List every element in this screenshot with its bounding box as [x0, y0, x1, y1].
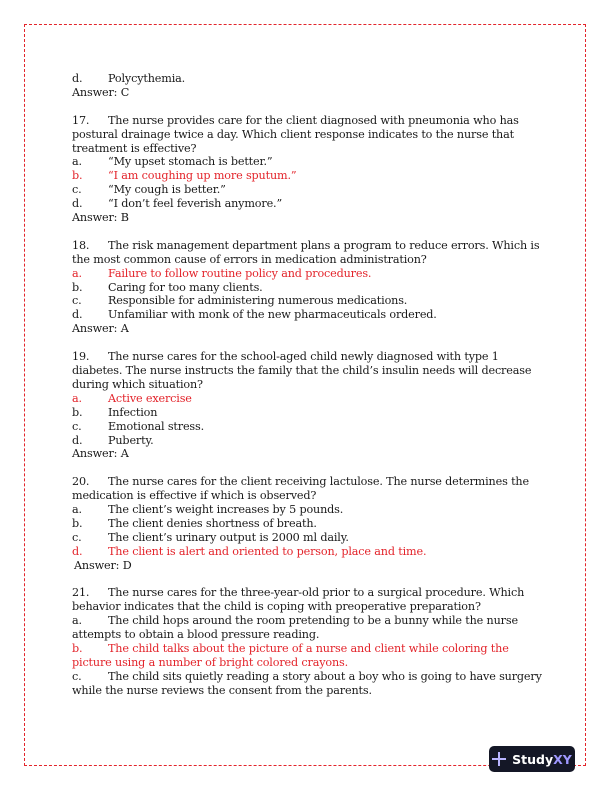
option-c	[72, 294, 542, 308]
option-label: b.	[72, 280, 83, 294]
answer-line: Answer: C	[72, 85, 130, 99]
question-stem	[72, 350, 542, 392]
option-c	[72, 420, 542, 434]
option-a-correct	[72, 267, 542, 281]
question-number: 18.	[72, 238, 90, 252]
option-d-correct	[72, 545, 542, 559]
brand-name	[512, 752, 572, 767]
question-21	[72, 586, 542, 697]
question-20	[72, 475, 542, 572]
option-b	[72, 517, 542, 531]
option-text: Puberty.	[108, 433, 154, 447]
option-c	[72, 670, 542, 698]
option-text: Failure to follow routine policy and procedures.	[108, 266, 372, 280]
stem-text: The risk management department plans a program to reduce errors. Which is the most common cause of errors in medication administration?	[72, 238, 540, 266]
option-label: d.	[72, 433, 83, 447]
answer-line: Answer: B	[72, 211, 129, 225]
option-text: Polycythemia.	[108, 72, 186, 85]
option-label: a.	[72, 614, 82, 628]
option-label: a.	[72, 266, 82, 280]
option-text: Unfamiliar with monk of the new pharmaceuticals ordered.	[108, 308, 437, 322]
answer-line: Answer: D	[74, 558, 132, 572]
option-text: The client’s urinary output is 2000 ml daily.	[108, 530, 349, 544]
answer-line: Answer: A	[72, 447, 129, 461]
question-19	[72, 350, 542, 461]
option-text: “My cough is better.”	[108, 183, 226, 197]
option-a	[72, 614, 542, 642]
option-a	[72, 155, 542, 169]
option-text: The child sits quietly reading a story about a boy who is going to have surgery while the nurse reviews the consent from the parents.	[72, 669, 542, 697]
studyxy-badge[interactable]	[489, 746, 575, 772]
question-18	[72, 239, 542, 336]
option-text: “My upset stomach is better.”	[108, 155, 273, 169]
option-label: c.	[72, 419, 82, 433]
option-label: c.	[72, 530, 82, 544]
question-stem	[72, 586, 542, 614]
option-text: Infection	[108, 405, 158, 419]
stem-text: The nurse cares for the client receiving lactulose. The nurse determines the medication is effective if which is observed?	[72, 475, 529, 503]
stem-text: The nurse provides care for the client diagnosed with pneumonia who has postural drainage twice a day. Which client response indicates to the nurse that treatment is effective?	[72, 113, 519, 155]
option-d	[72, 434, 542, 448]
option-d-carryover	[72, 72, 542, 86]
option-text: The child hops around the room pretending to be a bunny while the nurse attempts to obtain a blood pressure reading.	[72, 614, 518, 642]
question-stem	[72, 114, 542, 156]
option-c	[72, 531, 542, 545]
stem-text: The nurse cares for the school-aged child newly diagnosed with type 1 diabetes. The nurse instructs the family that the child’s insulin needs will decrease during which situation?	[72, 350, 532, 391]
option-text: Active exercise	[108, 391, 192, 405]
option-label: a.	[72, 391, 82, 405]
document-body	[72, 72, 542, 698]
answer-line: Answer: A	[72, 322, 129, 336]
option-text: “I don’t feel feverish anymore.”	[108, 197, 283, 211]
option-label: b.	[72, 169, 83, 183]
option-b	[72, 281, 542, 295]
option-text: The client is alert and oriented to person, place and time.	[108, 544, 427, 558]
option-text: The child talks about the picture of a nurse and client while coloring the picture using a number of bright colored crayons.	[72, 642, 509, 669]
option-label: a.	[72, 503, 82, 517]
option-b-correct	[72, 169, 542, 183]
question-number: 19.	[72, 350, 90, 364]
option-a	[72, 503, 542, 517]
option-b	[72, 406, 542, 420]
option-label: d.	[72, 308, 83, 322]
question-stem	[72, 239, 542, 267]
question-number: 20.	[72, 475, 90, 489]
question-17	[72, 114, 542, 225]
option-label: c.	[72, 183, 82, 197]
option-label: d.	[72, 544, 83, 558]
option-label: b.	[72, 516, 83, 530]
option-label: b.	[72, 642, 83, 656]
question-number: 21.	[72, 586, 90, 600]
option-text: The client denies shortness of breath.	[108, 516, 317, 530]
option-label: d.	[72, 197, 83, 211]
stem-text: The nurse cares for the three-year-old prior to a surgical procedure. Which behavior indicates that the child is coping with preoperative preparation?	[72, 586, 525, 614]
option-c	[72, 183, 542, 197]
brand-xy-text: XY	[553, 751, 572, 767]
option-label: c.	[72, 669, 82, 683]
option-d	[72, 197, 542, 211]
option-text: “I am coughing up more sputum.”	[108, 169, 297, 183]
question-stem	[72, 475, 542, 503]
option-text: Caring for too many clients.	[108, 280, 263, 294]
option-text: The client’s weight increases by 5 pounds.	[108, 503, 344, 517]
option-b-correct	[72, 642, 542, 670]
option-d	[72, 308, 542, 322]
option-label: b.	[72, 405, 83, 419]
plus-icon	[492, 752, 506, 766]
option-label: d.	[72, 72, 83, 85]
option-a-correct	[72, 392, 542, 406]
option-label: a.	[72, 155, 82, 169]
question-number: 17.	[72, 113, 90, 127]
option-text: Responsible for administering numerous medications.	[108, 294, 408, 308]
option-text: Emotional stress.	[108, 419, 205, 433]
option-label: c.	[72, 294, 82, 308]
brand-study-text: Study	[512, 751, 554, 767]
